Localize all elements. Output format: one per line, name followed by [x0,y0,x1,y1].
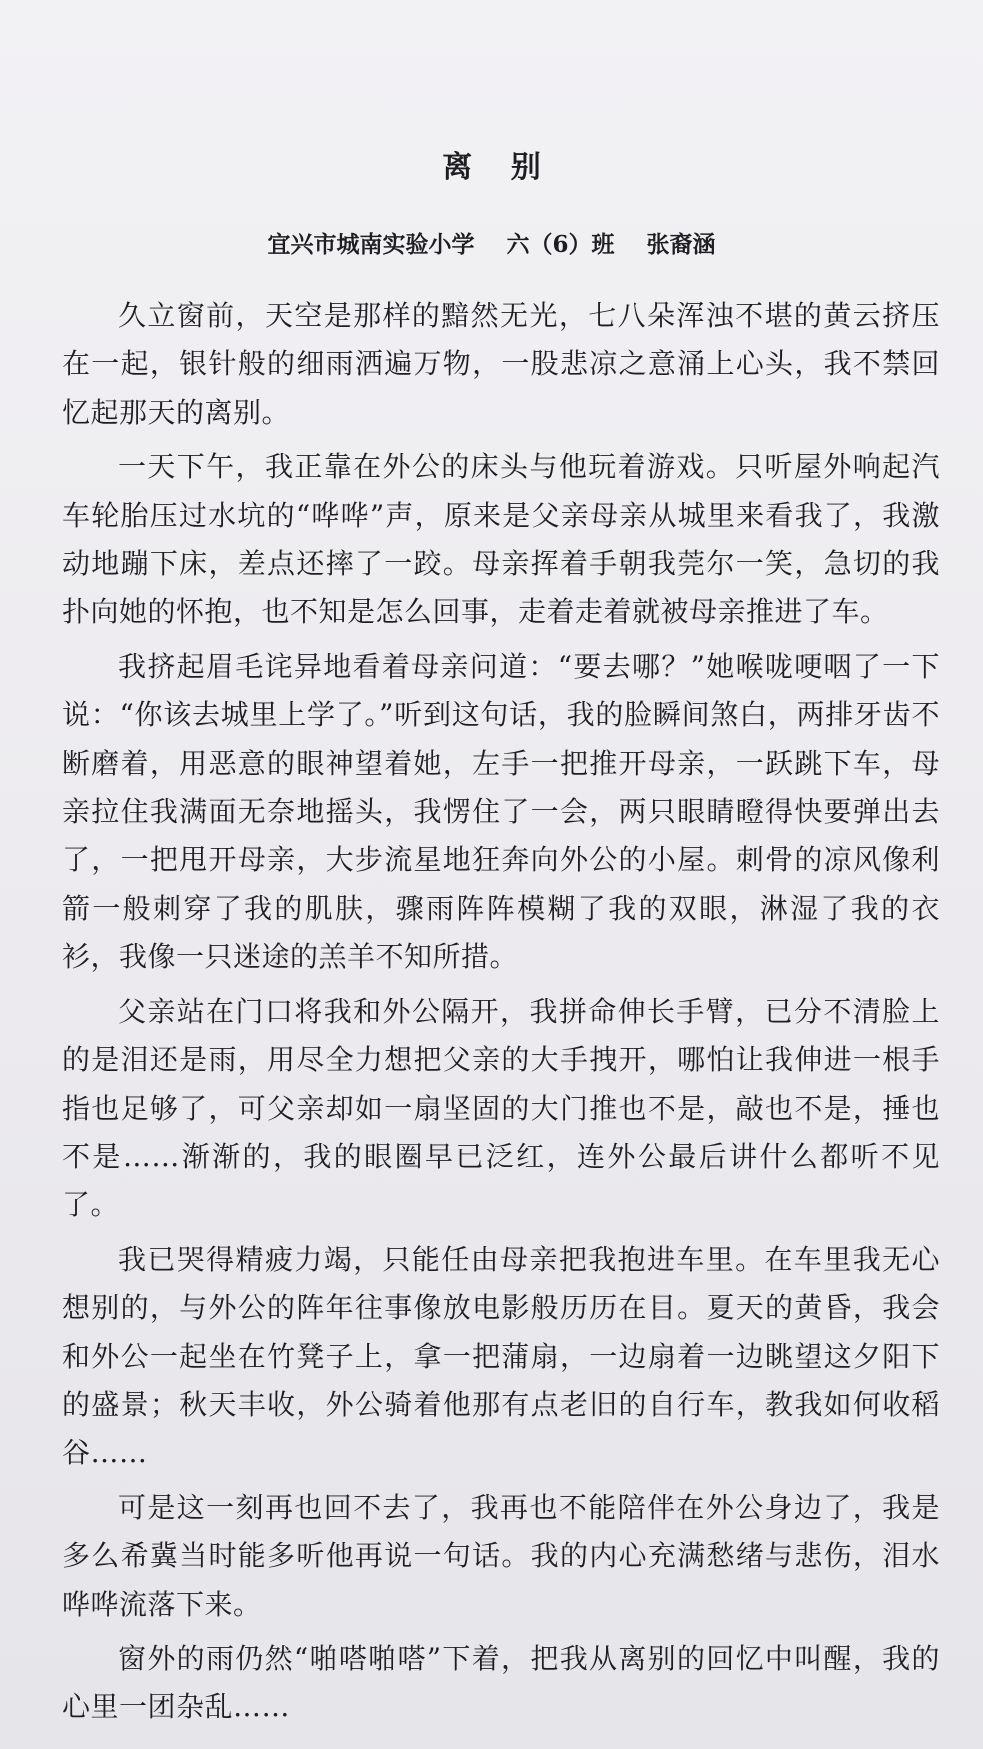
paragraph-3: 我挤起眉毛诧异地看着母亲问道：“要去哪？”她喉咙哽咽了一下说：“你该去城里上学了。”听到这句话，我的脸瞬间煞白，两排牙齿不断磨着，用恶意的眼神望着她，左手一把推开母亲，一跃跳下车，母亲拉住我满面无奈地摇头，我愣住了一会，两只眼睛瞪得快要弹出去了，一把甩开母亲，大步流星地狂奔向外公的小屋。刺骨的凉风像利箭一般刺穿了我的肌肤，骤雨阵阵模糊了我的双眼，淋湿了我的衣衫，我像一只迷途的羔羊不知所措。 [62,649,940,974]
essay-title: 离 别 [442,150,555,185]
essay-body [62,292,940,1738]
paragraph-4: 父亲站在门口将我和外公隔开，我拼命伸长手臂，已分不清脸上的是泪还是雨，用尽全力想把父亲的大手拽开，哪怕让我伸进一根手指也足够了，可父亲却如一扇坚固的大门推也不是，敲也不是，捶也不是……渐渐的，我的眼圈早已泛红，连外公最后讲什么都听不见了。 [62,994,940,1222]
author-byline: 宜兴市城南实验小学 六（6）班 张裔涵 [267,231,716,258]
paragraph-2: 一天下午，我正靠在外公的床头与他玩着游戏。只听屋外响起汽车轮胎压过水坑的“哗哗”声，原来是父亲母亲从城里来看我了，我激动地蹦下床，差点还摔了一跤。母亲挥着手朝我莞尔一笑，急切的我扑向她的怀抱，也不知是怎么回事，走着走着就被母亲推进了车。 [62,450,940,629]
paragraph-6: 可是这一刻再也回不去了，我再也不能陪伴在外公身边了，我是多么希冀当时能多听他再说一句话。我的内心充满愁绪与悲伤，泪水哗哗流落下来。 [62,1490,940,1621]
paragraph-7: 窗外的雨仍然“啪嗒啪嗒”下着，把我从离别的回忆中叫醒，我的心里一团杂乱…… [62,1641,940,1724]
paragraph-1: 久立窗前，天空是那样的黯然无光，七八朵浑浊不堪的黄云挤压在一起，银针般的细雨洒遍万物，一股悲凉之意涌上心头，我不禁回忆起那天的离别。 [62,299,940,429]
paragraph-5: 我已哭得精疲力竭，只能任由母亲把我抱进车里。在车里我无心想别的，与外公的阵年往事像放电影般历历在目。夏天的黄昏，我会和外公一起坐在竹凳子上，拿一把蒲扇，一边扇着一边眺望这夕阳下的盛景；秋天丰收，外公骑着他那有点老旧的自行车，教我如何收稻谷…… [62,1242,940,1470]
